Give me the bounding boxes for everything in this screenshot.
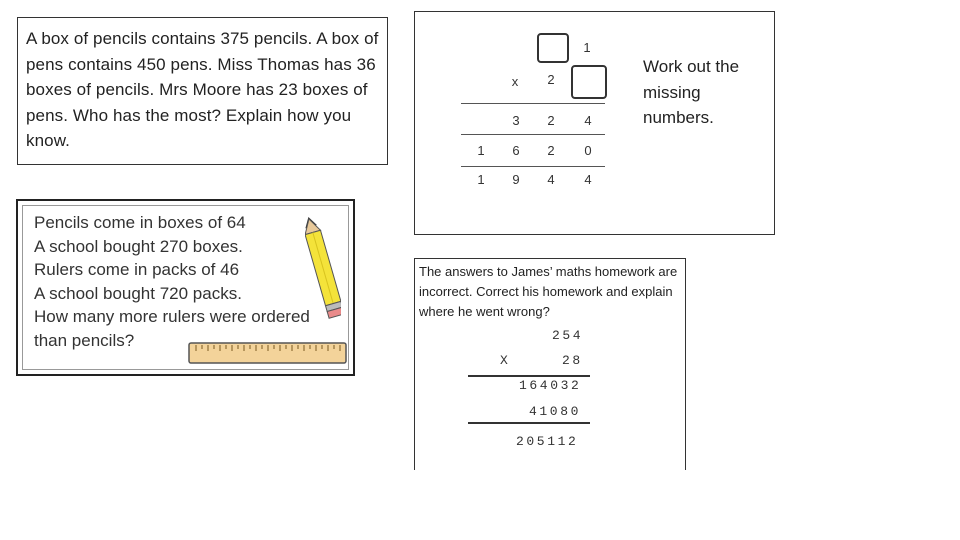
total-product: 205112 <box>516 434 579 449</box>
problem-box-james-homework <box>414 258 686 470</box>
problem-line: A school bought 270 boxes. <box>34 237 243 256</box>
answer-line-1 <box>468 375 590 377</box>
row2-digit: 0 <box>584 143 592 158</box>
sum-line-3 <box>461 166 605 167</box>
row3-digit: 4 <box>584 172 592 187</box>
top-digit: 1 <box>583 40 591 55</box>
sum-line-2 <box>461 134 605 135</box>
multiplier-digit: 2 <box>547 72 555 87</box>
row2-digit: 6 <box>512 143 520 158</box>
multiplicand: 254 <box>552 328 584 343</box>
problem-box-missing-numbers <box>414 11 775 235</box>
ruler-icon <box>188 340 348 366</box>
problem-box-pencils-rulers <box>16 199 355 376</box>
multiplier: 28 <box>562 353 583 368</box>
row1-digit: 4 <box>584 113 592 128</box>
problem-text: The answers to James’ maths homework are incorrect. Correct his homework and explain where he went wrong? <box>419 264 678 319</box>
answer-line-2 <box>468 422 590 424</box>
times-sign: X <box>500 353 511 368</box>
missing-digit-box-1 <box>537 33 569 63</box>
times-sign: x <box>511 74 519 89</box>
problem-line: A school bought 720 packs. <box>34 284 242 303</box>
row1-digit: 2 <box>547 113 555 128</box>
pencil-icon <box>305 215 341 321</box>
row3-digit: 4 <box>547 172 555 187</box>
problem-text: A box of pencils contains 375 pencils. A box of pens contains 450 pens. Miss Thomas has 36 boxes of pencils. Mrs Moore has 23 boxes of pens. Who has the most? Explain how you know. <box>26 29 379 150</box>
problem-line: How many more rulers were ordered <box>34 307 310 326</box>
sum-line-1 <box>461 103 605 104</box>
partial-product-1: 164032 <box>519 378 582 393</box>
row2-digit: 1 <box>477 143 485 158</box>
problem-line: than pencils? <box>34 331 135 350</box>
problem-line: Pencils come in boxes of 64 <box>34 213 246 232</box>
instruction-text: Work out the missing numbers. <box>643 57 740 127</box>
row2-digit: 2 <box>547 143 555 158</box>
row3-digit: 1 <box>477 172 485 187</box>
missing-digit-box-2 <box>571 65 607 99</box>
problem-line: Rulers come in packs of 46 <box>34 260 240 279</box>
row3-digit: 9 <box>512 172 520 187</box>
row1-digit: 3 <box>512 113 520 128</box>
problem-box-pencils-pens <box>17 17 388 165</box>
partial-product-2: 41080 <box>529 404 582 419</box>
